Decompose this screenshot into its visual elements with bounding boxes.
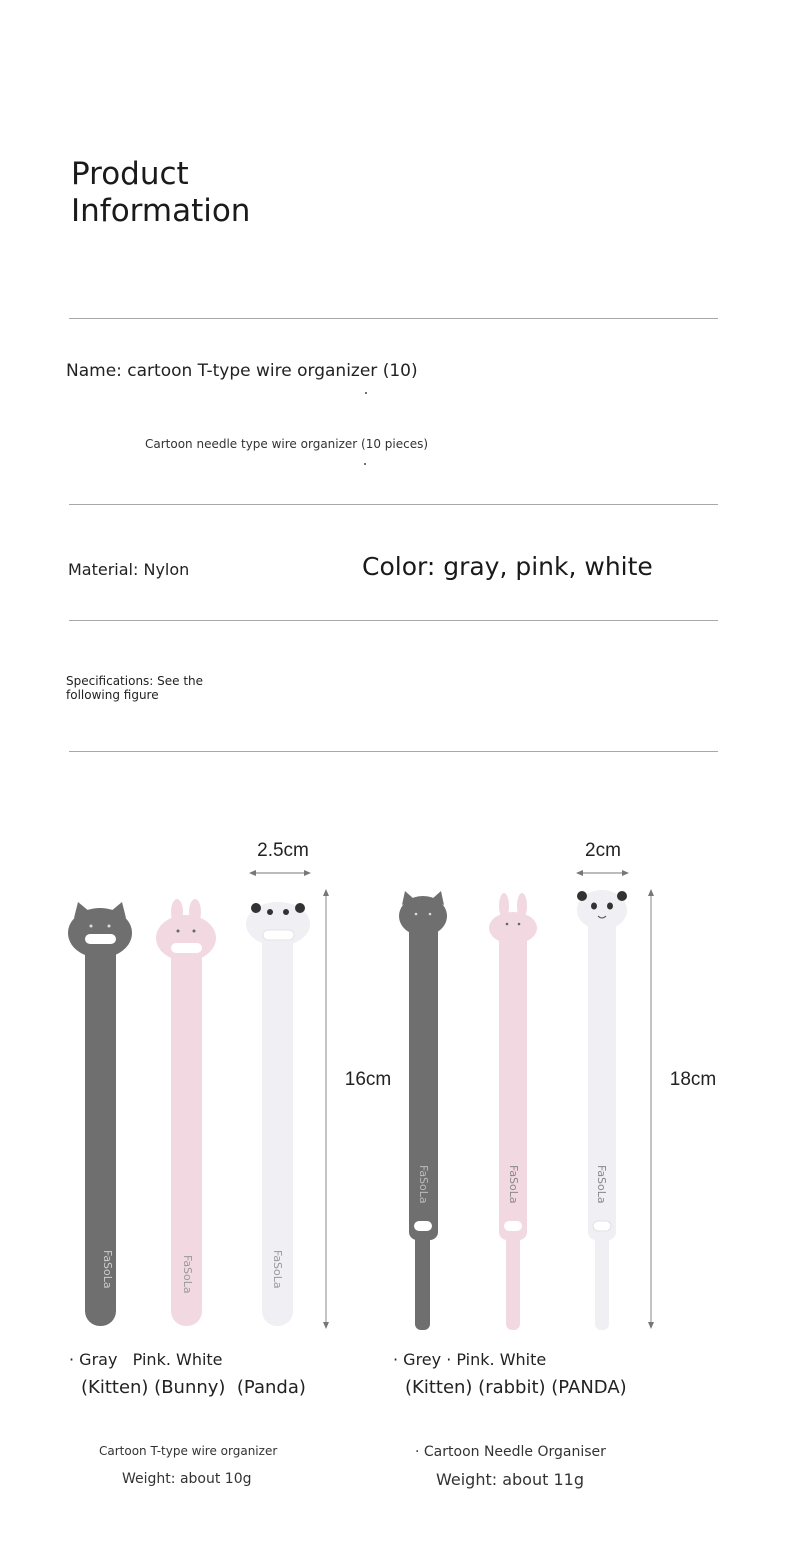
right-product-name: · Cartoon Needle Organiser bbox=[415, 1444, 606, 1460]
width-label-right: 2cm bbox=[585, 840, 621, 861]
product-figure bbox=[0, 820, 790, 1360]
title-line-1: Product bbox=[71, 156, 189, 192]
left-weight: Weight: about 10g bbox=[122, 1471, 252, 1487]
height-label-right: 18cm bbox=[669, 1069, 717, 1090]
divider-dot bbox=[364, 463, 366, 465]
left-colors-caption: · Gray Pink. White bbox=[69, 1350, 223, 1369]
gray-kitten-strap bbox=[68, 902, 132, 1326]
brand-label: FaSoLa bbox=[181, 1255, 194, 1294]
left-product-name: Cartoon T-type wire organizer bbox=[99, 1444, 278, 1458]
width-label-left: 2.5cm bbox=[257, 840, 309, 861]
material-text: Material: Nylon bbox=[68, 560, 190, 579]
brand-label: FaSoLa bbox=[417, 1165, 430, 1204]
pink-rabbit-needle bbox=[489, 893, 537, 1330]
divider bbox=[69, 620, 718, 621]
right-colors-caption: · Grey · Pink. White bbox=[393, 1350, 547, 1369]
product-name-subtitle: Cartoon needle type wire organizer (10 pieces) bbox=[145, 437, 429, 451]
height-label-left: 16cm bbox=[344, 1069, 392, 1090]
brand-label: FaSoLa bbox=[507, 1165, 520, 1204]
divider bbox=[69, 504, 718, 505]
divider-dot bbox=[365, 392, 367, 394]
pink-bunny-strap bbox=[156, 899, 216, 1326]
divider bbox=[69, 318, 718, 319]
brand-label: FaSoLa bbox=[595, 1165, 608, 1204]
white-panda-strap bbox=[246, 902, 310, 1326]
divider bbox=[69, 751, 718, 752]
white-panda-needle bbox=[577, 890, 627, 1330]
brand-label: FaSoLa bbox=[101, 1250, 114, 1289]
specifications-text: Specifications: See the following figure bbox=[66, 674, 204, 702]
right-animals-caption: (Kitten) (rabbit) (PANDA) bbox=[405, 1377, 627, 1398]
left-animals-caption: (Kitten) (Bunny) (Panda) bbox=[81, 1377, 306, 1398]
color-text: Color: gray, pink, white bbox=[362, 552, 653, 581]
gray-kitten-needle bbox=[399, 891, 447, 1330]
title-line-2: Information bbox=[71, 193, 251, 229]
right-weight: Weight: about 11g bbox=[436, 1470, 584, 1489]
brand-label: FaSoLa bbox=[271, 1250, 284, 1289]
product-name: Name: cartoon T-type wire organizer (10) bbox=[66, 361, 418, 381]
page-title bbox=[71, 156, 250, 230]
